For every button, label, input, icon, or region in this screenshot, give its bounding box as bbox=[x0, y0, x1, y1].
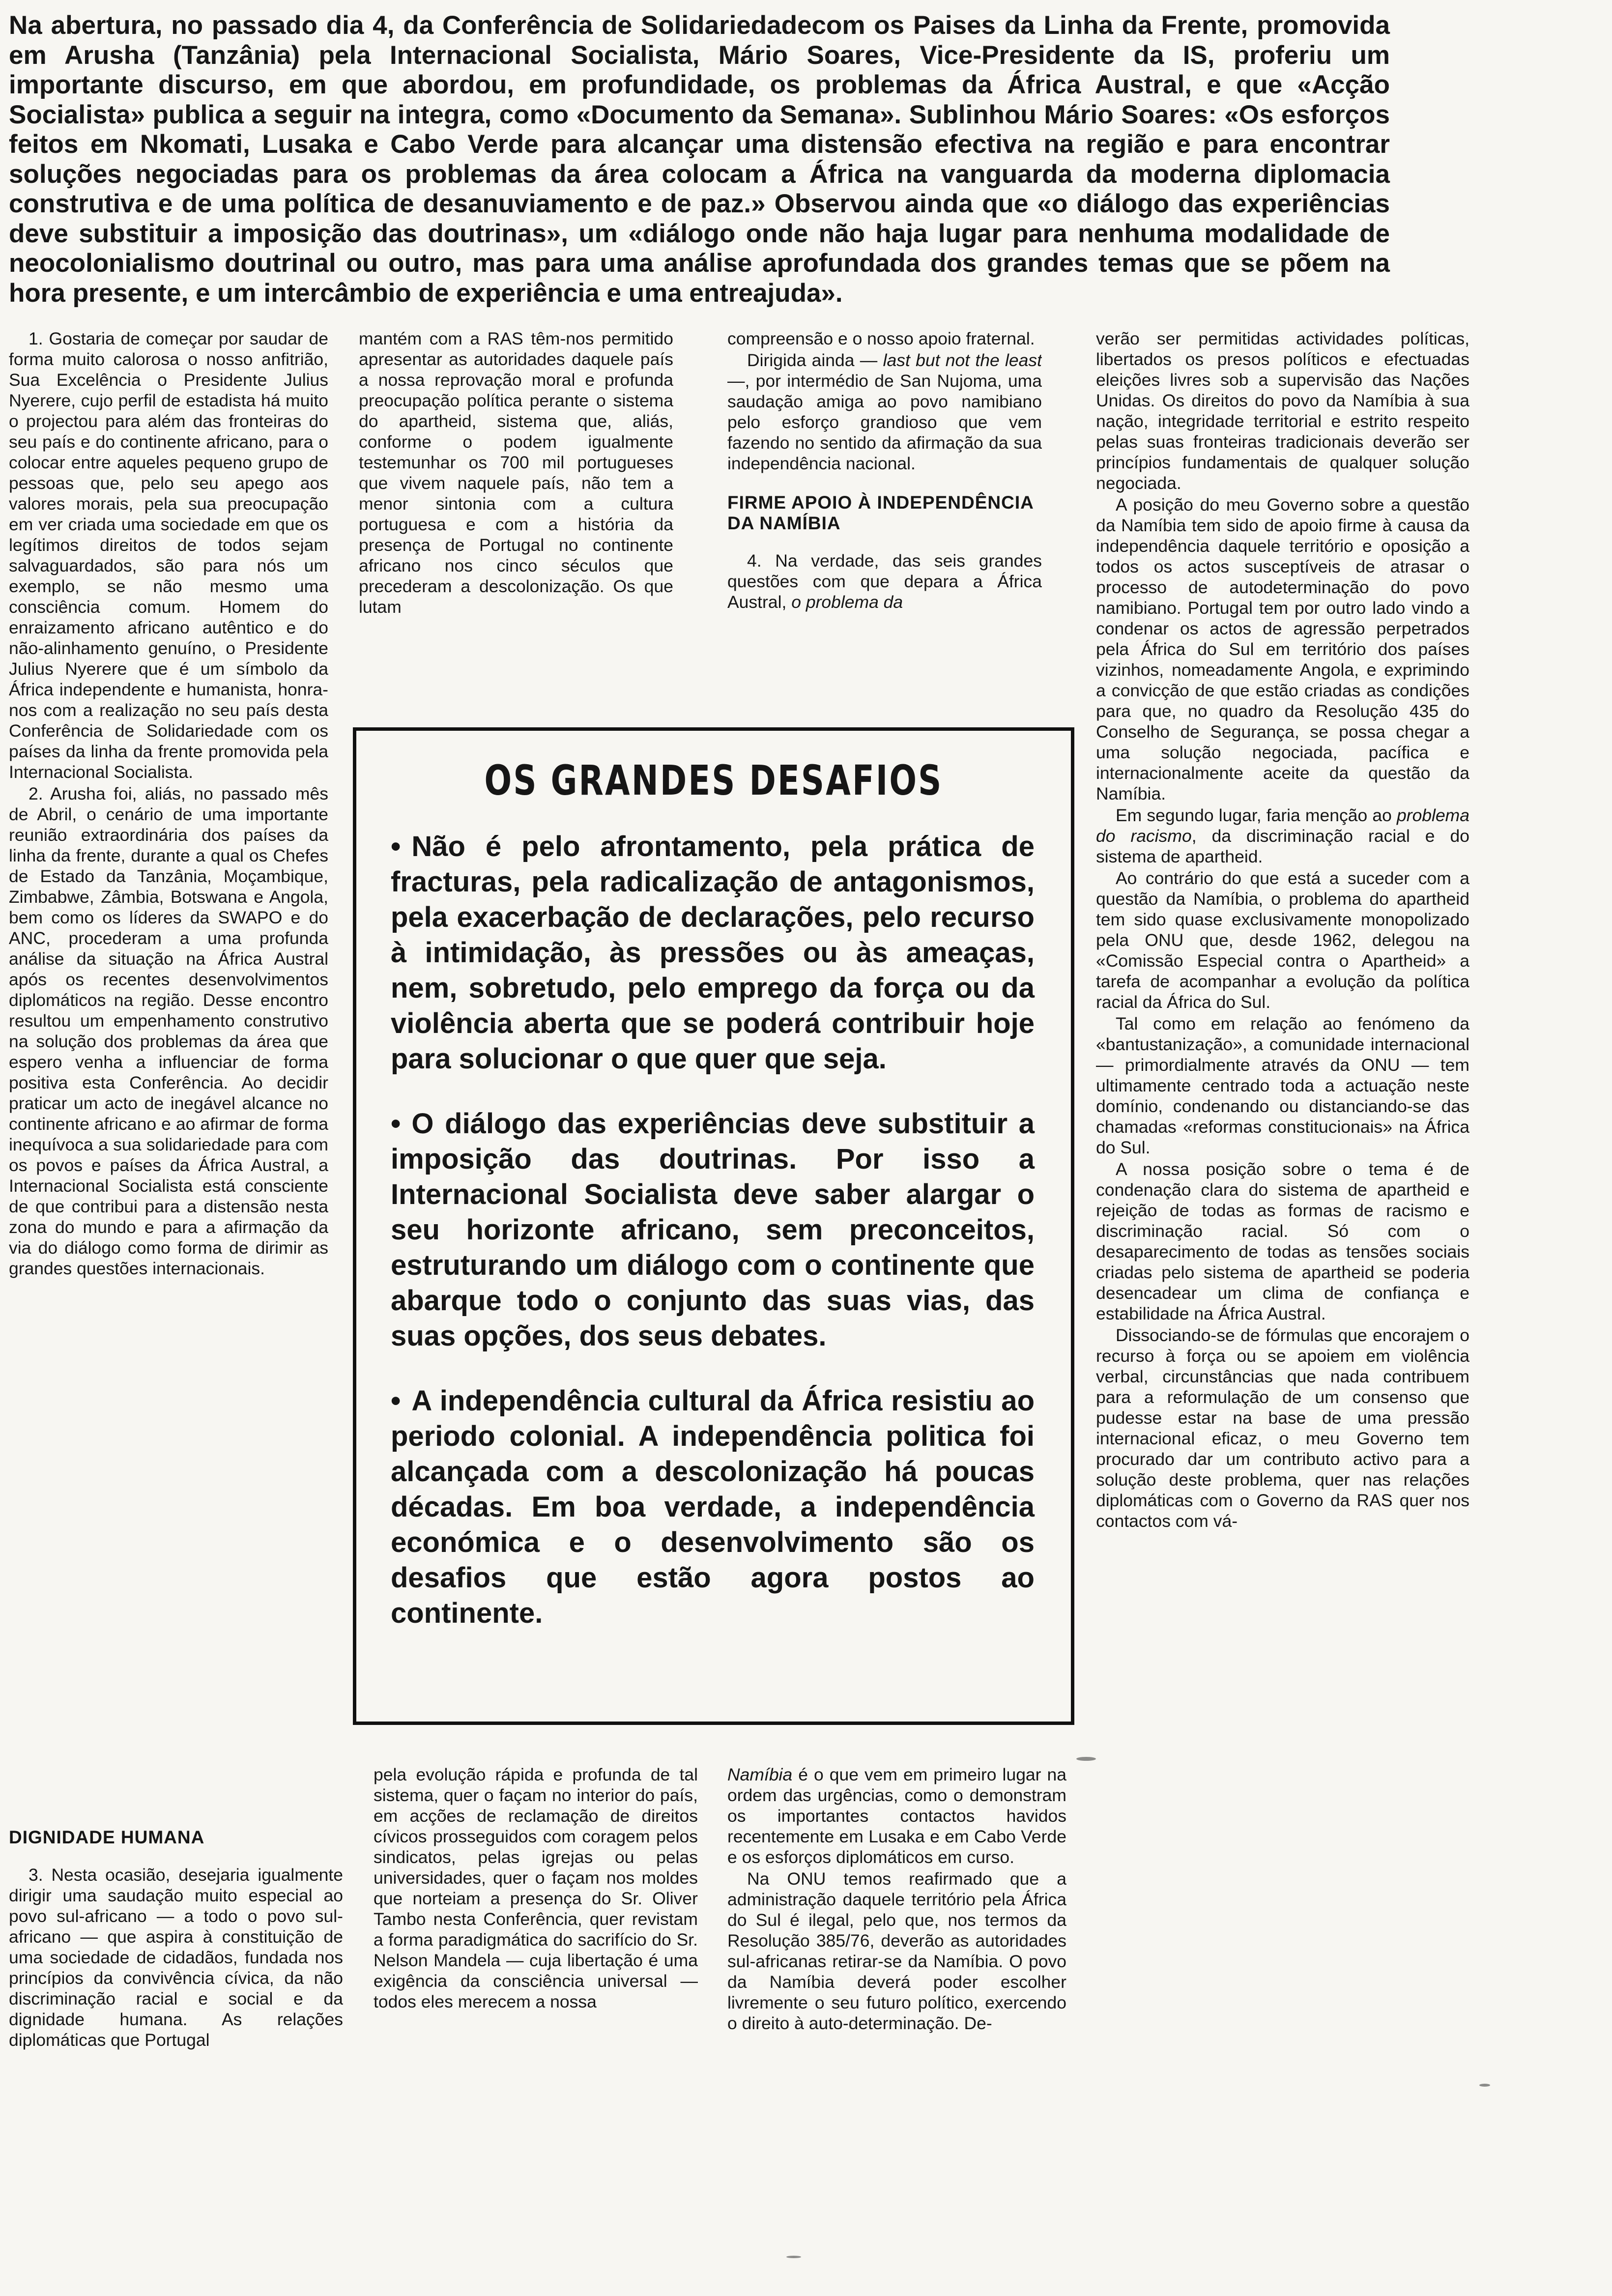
column-2-top bbox=[359, 328, 673, 707]
grandes-desafios-box bbox=[353, 727, 1074, 1725]
paragraph-3: 3. Nesta ocasião, desejaria igualmente dirigir uma saudação muito especial ao povo sul-africano — a todo o povo sul-africano — que aspira à constituição de uma sociedade de cidadãos, fundada nos princípios da convivência cívica, da não discriminação racial e social e da dignidade humana. As relações diplomáticas que Portugal bbox=[9, 1865, 343, 2050]
paragraph-namibia-elections: verão ser permitidas actividades políticas, libertados os presos políticos e efectuadas eleições livres sob a supervisão das Nações Unidas. Os direitos do povo da Namíbia à sua nação, integridade territorial e estrito respeito pelas suas fronteiras tradicionais deverão ser princípios fundamentais de qualquer solução negociada. bbox=[1096, 329, 1469, 493]
box-bullet-list bbox=[391, 829, 1035, 1661]
paragraph-racism: Em segundo lugar, faria menção ao problema do racismo, da discriminação racial e do sistema de apartheid. bbox=[1096, 805, 1469, 866]
box-bullet-2: • O diálogo das experiências deve substituir a imposição das doutrinas. Por isso a Internacional Socialista deve saber alargar o seu horizonte africano, sem preconceitos, estruturando um diálogo com o continente que abarque todo o conjunto das suas vias, das suas opções, dos seus debates. bbox=[391, 1106, 1035, 1354]
paragraph-3-end: compreensão e o nosso apoio fraternal. bbox=[727, 329, 1035, 348]
paragraph-bantustanizacao: Tal como em relação ao fenómeno da «bantustanização», a comunidade internacional — primordialmente através da ONU — tem ultimamente centrado toda a actuação neste domínio, condenando ou distanciando-se das chamadas «reformas constitucionais» na África do Sul. bbox=[1096, 1014, 1469, 1157]
paragraph-apartheid-onu: Ao contrário do que está a suceder com a questão da Namíbia, o problema do apartheid tem sido quase exclusivamente monopolizado pela ONU que, desde 1962, delegou na «Comissão Especial contra o Apartheid» a tarefa de acompanhar a evolução da política racial da África do Sul. bbox=[1096, 868, 1469, 1012]
paragraph-4-continued: Namíbia é o que vem em primeiro lugar na ordem das urgências, como o demonstram os importantes contactos havidos recentemente em Lusaka e em Cabo Verde e os esforços diplomáticos em curso. bbox=[727, 1765, 1066, 1867]
box-title: OS GRANDES DESAFIOS bbox=[484, 756, 943, 804]
paragraph-1-continued: mantém com a RAS têm-nos permitido apresentar as autoridades daquele país a nossa reprovação moral e profunda preocupação política perante o sistema do apartheid, sistema que, aliás, conforme o podem igualmente testemunhar os 700 mil portugueses que vivem naquele país, não tem a menor sintonia com a cultura portuguesa e com a história da presença de Portugal no continente africano nos cinco séculos que precederam a descolonização. Os que lutam bbox=[359, 329, 673, 617]
scan-smudge bbox=[786, 2256, 801, 2258]
section-heading-dignidade: DIGNIDADE HUMANA bbox=[9, 1827, 205, 1847]
intro-lead-paragraph: Na abertura, no passado dia 4, da Conferência de Solidariedadecom os Paises da Linha da Frente, promovida em Arusha (Tanzânia) pela Internacional Socialista, Mário Soares, Vice-Presidente da IS, proferiu um importante discurso, em que abordou, em profundidade, os problemas da África Austral, e que «Acção Socialista» publica a seguir na integra, como «Documento da Semana». Sublinhou Mário Soares: «Os esforços feitos em Nkomati, Lusaka e Cabo Verde para alcançar uma distensão efectiva na região e para encontrar soluções negociadas para os problemas da área colocam a África na vanguarda da moderna diplomacia construtiva e de uma política de desanuviamento e de paz.» Observou ainda que «o diálogo das experiências deve substituir a imposição das doutrinas», um «diálogo onde não haja lugar para nenhuma modalidade de neocolonialismo doutrinal ou outro, mas para uma análise aprofundada dos grandes temas que se põem na hora presente, e um intercâmbio de experiência e uma entreajuda». bbox=[9, 11, 1390, 308]
paragraph-3-continued: pela evolução rápida e profunda de tal sistema, quer o façam no interior do país, em acções de reclamação de direitos cívicos prosseguidos com coragem pelos sindicatos, pelas igrejas ou pelas universidades, quer o façam nos moldes que norteiam a presença do Sr. Oliver Tambo nesta Conferência, quer revistam a forma paradigmática do sacrifício do Sr. Nelson Mandela — cuja libertação é uma exigência da consciência universal — todos eles merecem a nossa bbox=[374, 1765, 698, 2011]
column-1-top bbox=[9, 328, 328, 1783]
paragraph-1: 1. Gostaria de começar por saudar de forma muito calorosa o nosso anfitrião, Sua Excelência o Presidente Julius Nyerere, cujo perfil de estadista há muito o projectou para além das fronteiras do seu país e do continente africano, para o colocar entre aqueles pequeno grupo de pessoas que, pelo seu apego aos valores morais, pela sua preocupação em ver criada uma sociedade em que os legítimos direitos de todos sejam salvaguardados, são para nós um exemplo, se não mesmo uma consciência comum. Homem do enraizamento africano autêntico e do não-alinhamento genuíno, o Presidente Julius Nyerere que é um símbolo da África independente e humanista, honra-nos com a realização no seu país desta Conferência de Solidariedade com os países da linha da frente promovida pela Internacional Socialista. bbox=[9, 329, 328, 782]
paragraph-condemnation: A nossa posição sobre o tema é de condenação clara do sistema de apartheid e rejeição de todas as formas de racismo e discriminação racial. Só com o desaparecimento de todas as tensões sociais criadas pelo sistema de apartheid se poderia desencadear um clima de confiança e estabilidade na África Austral. bbox=[1096, 1159, 1469, 1323]
column-4 bbox=[1096, 328, 1469, 2112]
bullet-icon: • bbox=[391, 831, 401, 862]
paragraph-formulas: Dissociando-se de fórmulas que encorajem o recurso à força ou se apoiem em violência verbal, circunstâncias que nada contribuem para a reformulação de um consenso que pudesse estar na base de uma pressão internacional eficaz, o meu Governo tem procurado dar um contributo activo para a solução deste problema, quer nas relações diplomáticas com o Governo da RAS quer nos contactos com vá- bbox=[1096, 1325, 1469, 1531]
scan-smudge bbox=[1479, 2084, 1490, 2087]
paragraph-2: 2. Arusha foi, aliás, no passado mês de Abril, o cenário de uma importante reunião extraordinária dos países da linha da frente, durante a qual os Chefes de Estado da Tanzânia, Moçambique, Zimbabwe, Zâmbia, Botswana e Angola, bem como os líderes da SWAPO e do ANC, procederam a uma profunda análise da situação na África Austral após os recentes desenvolvimentos diplomáticos na região. Desse encontro resultou um empenhamento construtivo na solução dos problemas da área que espero venha a influenciar de forma positiva esta Conferência. Ao decidir praticar um acto de inegável alcance no continente africano e ao afirmar de forma inequívoca a sua solidariedade para com os povos e países da África Austral, a Internacional Socialista está consciente de que contribui para a distensão nesta zona do mundo e para a afirmação da via do diálogo como forma de dirimir as grandes questões internacionais. bbox=[9, 784, 328, 1278]
column-1-bottom bbox=[9, 1808, 343, 2103]
paragraph-onu: Na ONU temos reafirmado que a administração daquele território pela África do Sul é ilegal, pelo que, nos termos da Resolução 385/76, deverão as autoridades sul-africanas retirar-se da Namíbia. O povo da Namíbia deverá poder escolher livremente o seu futuro político, exercendo o direito à auto-determinação. De- bbox=[727, 1869, 1066, 2033]
bullet-icon: • bbox=[391, 1108, 401, 1140]
paragraph-government-position: A posição do meu Governo sobre a questão da Namíbia tem sido de apoio firme à causa da independência daquele território e oposição a todos os actos susceptíveis de atrasar o processo de autodeterminação do povo namibiano. Portugal tem por outro lado vindo a condenar os actos de agressão perpetrados pela África do Sul em território dos países vizinhos, nomeadamente Angola, e exprimindo a convicção de que estão criadas as condições para que, no quadro da Resolução 435 do Conselho de Segurança, se possa chegar a uma solução negociada, pacífica e internacionalmente aceite da questão da Namíbia. bbox=[1096, 495, 1469, 804]
box-bullet-1: • Não é pelo afrontamento, pela prática de fracturas, pela radicalização de antagonismos, pela exacerbação de declarações, pelo recurso à intimidação, às pressões ou às ameaças, nem, sobretudo, pelo emprego da força ou da violência aberta que se poderá contribuir hoje para solucionar o que quer que seja. bbox=[391, 829, 1035, 1077]
paragraph-4: 4. Na verdade, das seis grandes questões com que depara a África Austral, o problema da bbox=[727, 551, 1042, 612]
section-heading-namibia: FIRME APOIO À INDEPENDÊNCIA DA NAMÍBIA bbox=[727, 492, 1034, 533]
bullet-icon: • bbox=[391, 1385, 401, 1417]
column-3-bottom bbox=[727, 1764, 1066, 2098]
paragraph-namibia-greeting: Dirigida ainda — last but not the least —, por intermédio de San Nujoma, uma saudação amiga ao povo namibiano pelo esforço grandioso que vem fazendo no sentido da afirmação da sua independência nacional. bbox=[727, 350, 1042, 473]
scan-smudge bbox=[1076, 1757, 1096, 1761]
column-3-top bbox=[727, 328, 1042, 721]
box-bullet-3: • A independência cultural da África resistiu ao periodo colonial. A independência politica foi alcançada com a descolonização há poucas décadas. Em boa verdade, a independência económica e o desenvolvimento são os desafios que estão agora postos ao continente. bbox=[391, 1383, 1035, 1631]
column-2-bottom bbox=[374, 1764, 698, 2098]
